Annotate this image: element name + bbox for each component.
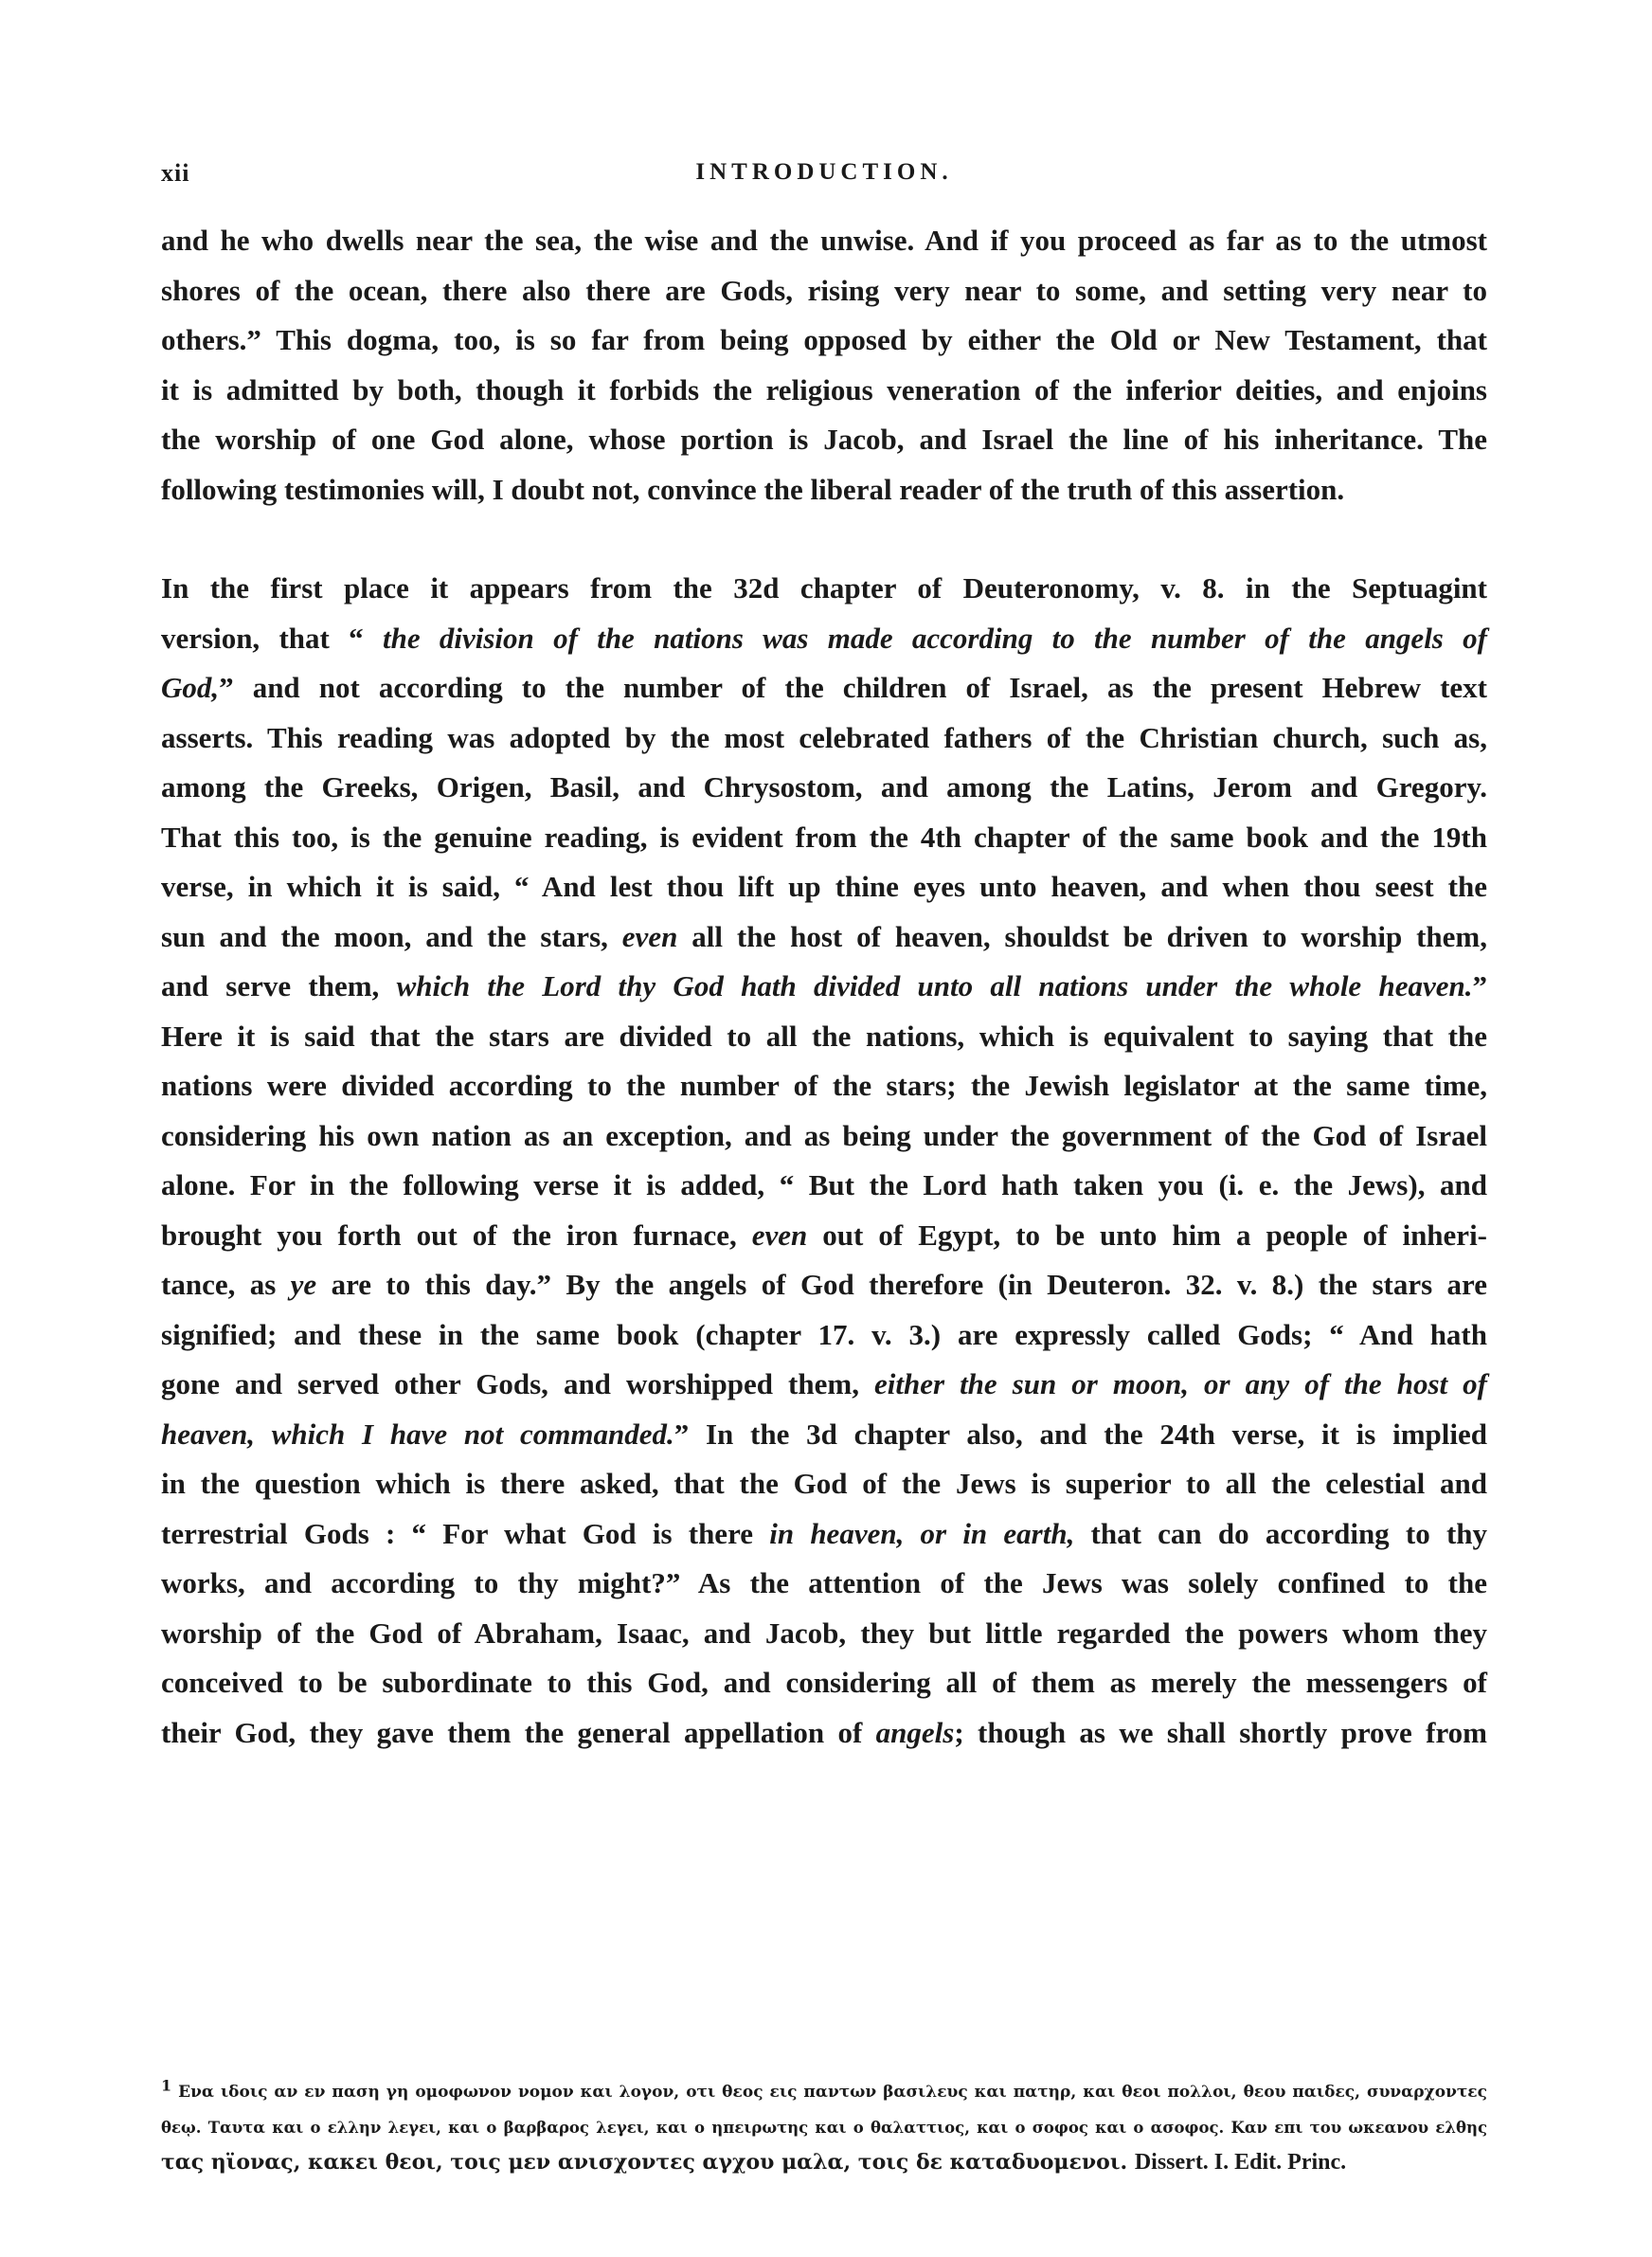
- text-line: nations were divided according to the number of the stars; the Jewish legislator at the same time,: [161, 1069, 1487, 1102]
- text-line: heaven, which I have not commanded.” In the 3d chapter also, and the 24th verse, it is implied: [161, 1417, 1487, 1451]
- footnote: [161, 2075, 1487, 2180]
- footnote-citation: Dissert. I. Edit. Princ.: [1134, 2150, 1347, 2175]
- text-line: sun and the moon, and the stars, even all the host of heaven, shouldst be driven to worship them,: [161, 919, 1487, 953]
- text-line: terrestrial Gods : “ For what God is there in heaven, or in earth, that can do according to thy: [161, 1516, 1488, 1550]
- text-line: That this too, is the genuine reading, is evident from the 4th chapter of the same book and the 19th: [161, 820, 1487, 854]
- text-line: gone and served other Gods, and worshipped them, either the sun or moon, or any of the host of: [161, 1367, 1487, 1400]
- text-line: version, that “ the division of the nations was made according to the number of the angels of: [161, 621, 1487, 655]
- text-line: asserts. This reading was adopted by the most celebrated fathers of the Christian church, such as,: [161, 720, 1487, 754]
- text-line: signified; and these in the same book (chapter 17. v. 3.) are expressly called Gods; “ And hath: [161, 1317, 1487, 1351]
- text-line: among the Greeks, Origen, Basil, and Chrysostom, and among the Latins, Jerom and Gregory.: [161, 770, 1487, 803]
- text-line: following testimonies will, I doubt not, convince the liberal reader of the truth of this assertion.: [161, 472, 1345, 506]
- paragraph-1: [161, 216, 1487, 515]
- text-line: their God, they gave them the general appellation of angels; though as we shall shortly prove from: [161, 1715, 1488, 1749]
- text-line: shores of the ocean, there also there are Gods, rising very near to some, and setting very near to: [161, 273, 1487, 307]
- text-line: God,” and not according to the number of the children of Israel, as the present Hebrew text: [161, 671, 1487, 704]
- text-line: the worship of one God alone, whose portion is Jacob, and Israel the line of his inheritance. The: [161, 423, 1487, 456]
- text-line: in the question which is there asked, that the God of the Jews is superior to all the celestial and: [161, 1467, 1487, 1500]
- text-line: alone. For in the following verse it is added, “ But the Lord hath taken you (i. e. the Jews), and: [161, 1168, 1487, 1201]
- paragraph-2: [161, 564, 1487, 1758]
- text-line: works, and according to thy might?” As the attention of the Jews was solely confined to the: [161, 1566, 1487, 1599]
- footnote-marker: 1: [161, 2076, 172, 2095]
- text-line: and serve them, which the Lord thy God hath divided unto all nations under the whole heaven.”: [161, 969, 1487, 1002]
- text-line: conceived to be subordinate to this God, and considering all of them as merely the messengers of: [161, 1666, 1487, 1699]
- text-line: considering his own nation as an exception, and as being under the government of the God of Israel: [161, 1118, 1487, 1152]
- footnote-line: θεῳ. Ταυτα και ο ελλην λεγει, και ο βαρβαρος λεγει, και ο ηπειρωτης και ο θαλαττιος, και ο σοφος και ο ασοφος. Καν επι του ωκεανου ελθης: [161, 2119, 1487, 2137]
- text-line: others.” This dogma, too, is so far from being opposed by either the Old or New Testament, that: [161, 323, 1487, 356]
- text-line: Here it is said that the stars are divided to all the nations, which is equivalent to saying that the: [161, 1019, 1487, 1053]
- text-line: worship of the God of Abraham, Isaac, and Jacob, they but little regarded the powers whom they: [161, 1616, 1487, 1650]
- running-title: INTRODUCTION.: [695, 159, 953, 185]
- text-line: tance, as ye are to this day.” By the angels of God therefore (in Deuteron. 32. v. 8.) the stars are: [161, 1268, 1487, 1301]
- footnote-line: τας ηϊονας, κακει θεοι, τοις μεν ανισχοντες αγχου μαλα, τοις δε καταδυομενοι. Dissert. I. Edit. Princ.: [161, 2150, 1347, 2175]
- running-head: [161, 159, 1487, 197]
- text-line: brought you forth out of the iron furnace, even out of Egypt, to be unto him a people of inheri-: [161, 1218, 1488, 1252]
- page-number: xii: [161, 159, 190, 187]
- text-line: it is admitted by both, though it forbids the religious veneration of the inferior deities, and enjoins: [161, 372, 1487, 406]
- text-line: and he who dwells near the sea, the wise and the unwise. And if you proceed as far as to the utmost: [161, 224, 1487, 257]
- text-line: In the first place it appears from the 32d chapter of Deuteronomy, v. 8. in the Septuagint: [161, 571, 1487, 605]
- text-line: verse, in which it is said, “ And lest thou lift up thine eyes unto heaven, and when thou seest the: [161, 870, 1487, 903]
- body-text: [161, 216, 1487, 1758]
- footnote-line: $^1$ Ενα ιδοις αν εν παση γη ομοφωνον νομον και λογον, οτι θεος εις παντων βασιλευς και πατηρ, και θεοι πολλοι, θεου παιδες, συναρχοντες: [161, 2076, 1487, 2102]
